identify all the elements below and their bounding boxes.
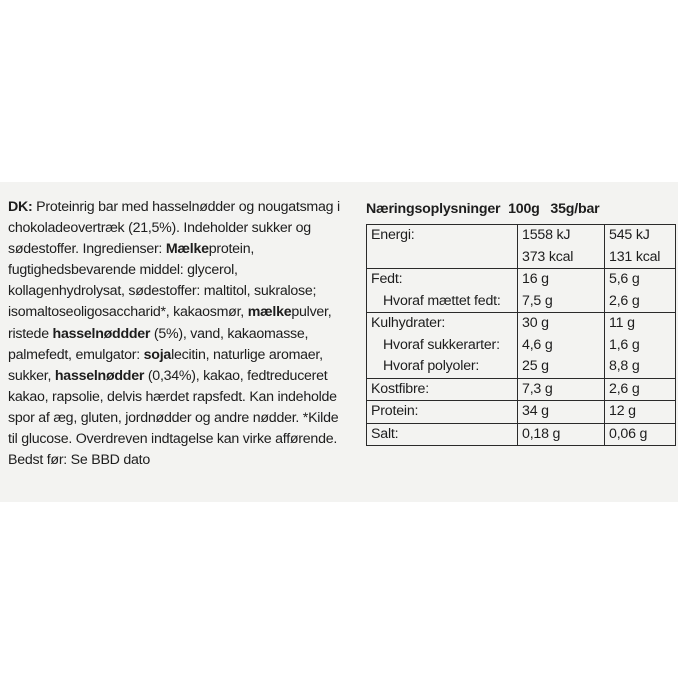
value-100g-cell — [518, 313, 605, 379]
ingredients-line — [8, 450, 360, 471]
value-per-bar-cell — [605, 378, 676, 401]
ingredients-line — [8, 197, 360, 218]
nutrient-label: Hvoraf mættet fedt: — [383, 292, 501, 309]
nutrient-label: Hvoraf sukkerarter: — [383, 336, 500, 353]
ingredients-bold-segment: DK: — [8, 199, 37, 215]
value-per-bar: 0,06 g — [609, 425, 648, 442]
ingredients-segment: (0,34%), kakao, fedtreduceret — [144, 367, 328, 384]
value-100g: 34 g — [522, 403, 549, 419]
ingredients-line — [8, 387, 360, 408]
ingredients-segment: sukker, — [8, 367, 55, 384]
value-per-bar: 131 kcal — [609, 248, 661, 265]
ingredients-line — [8, 239, 360, 260]
nutrition-section — [366, 197, 676, 446]
ingredients-segment: palmefedt, emulgator: — [8, 346, 144, 363]
ingredients-segment: pulver, — [291, 304, 332, 321]
nutrient-label: Protein: — [371, 403, 419, 419]
value-100g: 4,6 g — [522, 336, 553, 353]
ingredients-bold-segment: hasselnøddder — [52, 325, 151, 342]
ingredients-line — [8, 366, 360, 387]
ingredients-segment: Proteinrig bar med hasselnødder og nougatsmag i — [36, 199, 340, 215]
value-per-bar: 1,6 g — [609, 336, 640, 353]
value-per-bar: 8,8 g — [609, 358, 640, 374]
value-per-bar-cell — [605, 401, 676, 424]
value-per-bar-cell — [605, 269, 676, 313]
nutrition-table — [366, 224, 676, 446]
ingredients-segment: protein, — [208, 241, 255, 258]
nutrition-row — [367, 313, 676, 379]
value-100g-cell — [518, 401, 605, 424]
value-100g: 1558 kJ — [522, 227, 571, 243]
value-100g: 0,18 g — [522, 425, 561, 442]
nutrition-header — [366, 197, 676, 221]
value-per-bar-cell — [605, 423, 676, 446]
value-per-bar: 11 g — [609, 315, 635, 331]
value-100g-cell — [518, 225, 605, 269]
ingredients-segment: sødestoffer. Ingredienser: — [8, 241, 166, 258]
ingredients-segment: chokoladeovertræk (21,5%). Indeholder sukker og — [8, 220, 311, 237]
value-per-bar: 545 kJ — [609, 227, 650, 243]
ingredients-segment: kakao, rapsolie, delvis hærdet rapsfedt. Kan indeholde — [8, 388, 337, 405]
value-per-bar: 2,6 g — [609, 292, 640, 309]
ingredients-bold-segment: soja — [143, 346, 172, 363]
value-100g-cell — [518, 269, 605, 313]
nutrient-label-cell — [367, 423, 518, 446]
ingredients-bold-segment: hasselnødder — [54, 367, 145, 384]
ingredients-segment: lecitin, naturlige aromaer, — [171, 346, 323, 363]
nutrient-label-cell — [367, 269, 518, 313]
value-100g: 16 g — [522, 271, 549, 287]
ingredients-bold-segment: mælke — [247, 304, 292, 321]
nutrient-label: Kulhydrater: — [371, 315, 446, 331]
value-100g: 7,3 g — [522, 380, 553, 397]
ingredients-line — [8, 345, 360, 366]
column-per-bar-header: 35g/bar — [550, 201, 600, 217]
value-100g-cell — [518, 378, 605, 401]
ingredients-line — [8, 218, 360, 239]
nutrition-row — [367, 378, 676, 401]
value-per-bar: 5,6 g — [609, 271, 640, 287]
value-100g: 25 g — [522, 358, 549, 374]
nutrition-row — [367, 269, 676, 313]
value-100g-cell — [518, 423, 605, 446]
nutrient-label-cell — [367, 313, 518, 379]
value-100g: 373 kcal — [522, 248, 574, 265]
ingredients-segment: kollagenhydrolysat, sødestoffer: maltitol, sukralose; — [8, 283, 317, 300]
ingredients-text — [8, 197, 360, 471]
nutrient-label: Fedt: — [371, 271, 403, 287]
ingredients-bold-segment: Mælke — [165, 241, 209, 258]
nutrient-label: Salt: — [371, 425, 399, 442]
nutrient-label-cell — [367, 378, 518, 401]
nutrition-title: Næringsoplysninger — [366, 201, 501, 217]
ingredients-segment: (5%), vand, kakaomasse, — [150, 325, 309, 342]
ingredients-segment: fugtighedsbevarende middel: glycerol, — [8, 262, 238, 279]
nutrition-row — [367, 225, 676, 269]
column-100g-header: 100g — [508, 201, 540, 217]
ingredients-line — [8, 302, 360, 323]
nutrient-label: Kostfibre: — [371, 380, 429, 397]
nutrition-row — [367, 401, 676, 424]
value-per-bar: 2,6 g — [609, 380, 640, 397]
ingredients-line — [8, 281, 360, 302]
ingredients-line — [8, 429, 360, 450]
ingredients-line — [8, 324, 360, 345]
nutrient-label-cell — [367, 401, 518, 424]
ingredients-segment: spor af æg, gluten, jordnødder og andre nødder. *Kilde — [8, 409, 339, 426]
nutrient-label: Energi: — [371, 227, 415, 243]
value-per-bar: 12 g — [609, 403, 636, 419]
ingredients-segment: til glucose. Overdreven indtagelse kan virke afførende. — [8, 431, 338, 448]
nutrition-row — [367, 423, 676, 446]
value-per-bar-cell — [605, 313, 676, 379]
nutrient-label: Hvoraf polyoler: — [383, 358, 480, 374]
nutrient-label-cell — [367, 225, 518, 269]
ingredients-segment: ristede — [8, 325, 53, 342]
ingredients-line — [8, 408, 360, 429]
value-per-bar-cell — [605, 225, 676, 269]
ingredients-line — [8, 260, 360, 281]
value-100g: 30 g — [522, 315, 549, 331]
value-100g: 7,5 g — [522, 292, 553, 309]
ingredients-segment: isomaltoseoligosaccharid*, kakaosmør, — [8, 304, 248, 321]
ingredients-segment: Bedst før: Se BBD dato — [8, 452, 150, 469]
